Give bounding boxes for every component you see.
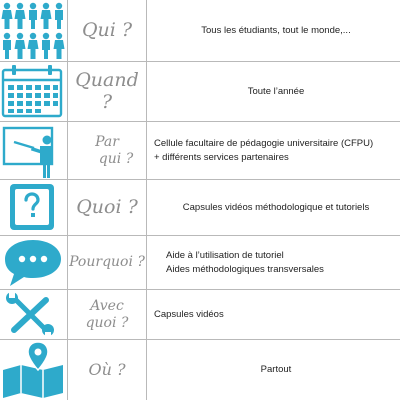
divider [146, 290, 147, 339]
divider [146, 180, 147, 235]
row-quand [0, 62, 400, 122]
answer-text: Partout [260, 364, 292, 376]
question-label: Qui ? [81, 18, 133, 41]
divider [146, 236, 147, 289]
answer-text: Aide à l’utilisation de tutoriel [166, 249, 284, 261]
answer-text: Cellule facultaire de pédagogie universitaire (CFPU) [154, 137, 374, 149]
answer-cell [152, 0, 400, 61]
answer-text: Capsules vidéos méthodologique et tutoriels [182, 201, 370, 213]
divider [146, 62, 147, 121]
question-box-icon [0, 180, 66, 235]
tools-icon [0, 290, 66, 339]
question-label: Pourquoi ? [69, 254, 145, 271]
question-line: Par [95, 134, 119, 151]
answer-cell [152, 340, 400, 400]
divider [146, 0, 147, 61]
question-label: Quoi ? [76, 195, 138, 218]
row-quoi [0, 180, 400, 236]
answer-cell [154, 122, 400, 179]
question-label: Quand ? [75, 68, 139, 113]
answer-text: + différents services partenaires [154, 151, 289, 163]
row-ou [0, 340, 400, 400]
answer-cell [152, 62, 400, 121]
people-icon [0, 0, 66, 61]
answer-cell [166, 236, 400, 289]
answer-text: Toute l’année [247, 85, 305, 97]
question-label [68, 122, 146, 179]
map-pin-icon [0, 340, 66, 400]
speech-bubble-icon [0, 236, 66, 289]
answer-text: Tous les étudiants, tout le monde,... [201, 24, 351, 36]
question-line: qui ? [98, 150, 134, 167]
answer-cell [152, 180, 400, 235]
teacher-board-icon [0, 122, 66, 179]
row-pourquoi [0, 236, 400, 290]
divider [146, 340, 147, 400]
row-par-qui [0, 122, 400, 180]
calendar-icon [0, 62, 66, 121]
row-avec-quoi [0, 290, 400, 340]
answer-text: Capsules vidéos [154, 308, 224, 320]
question-line: Avec [90, 298, 124, 315]
answer-text: Aides méthodologiques transversales [166, 263, 324, 275]
question-line: quoi ? [85, 314, 129, 331]
question-label: Où ? [88, 359, 126, 379]
row-qui [0, 0, 400, 62]
question-label [68, 290, 146, 339]
answer-cell [154, 290, 400, 339]
divider [146, 122, 147, 179]
